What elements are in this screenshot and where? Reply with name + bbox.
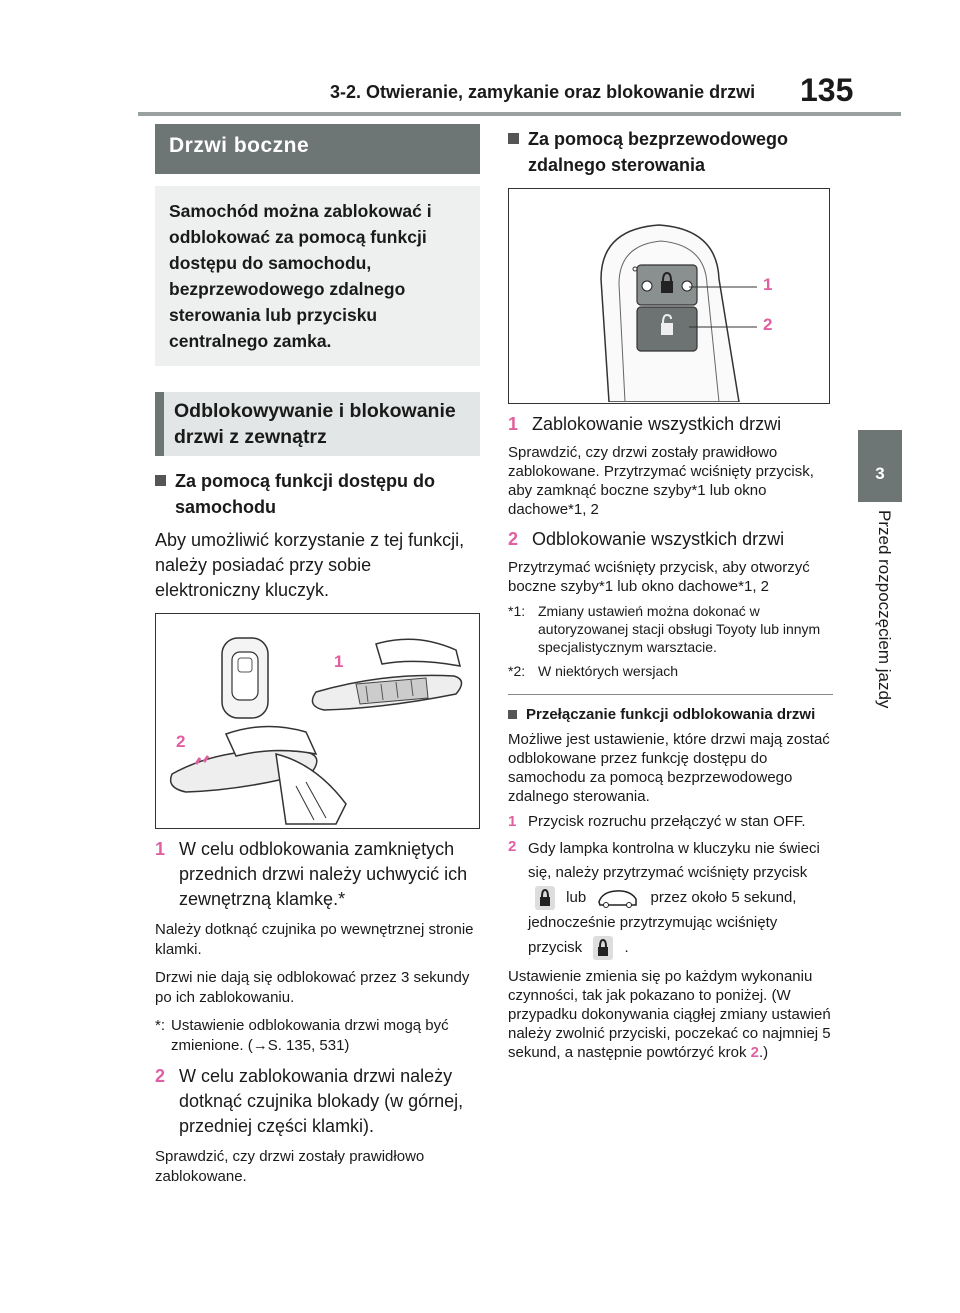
left-column [155,124,480,1187]
step1-asterisk-note [155,1016,480,1056]
step-end: . [624,938,629,956]
step-text-b: przez około 5 sekund, jednocześnie przytrzymując wciśnięty przycisk [528,888,797,956]
step-number: 2 [508,838,517,855]
page-number: 135 [800,72,854,108]
right-column [508,124,833,1062]
section-divider [508,694,833,695]
chapter-label: Przed rozpoczęciem jazdy [875,510,894,709]
square-bullet-icon [508,133,519,144]
footnote-text: W niektórych wersjach [538,663,679,679]
subhead-switching [508,705,833,724]
step2-note: Sprawdzić, czy drzwi zostały prawidłowo zablokowane. [155,1148,425,1185]
step-number: 2 [155,1066,166,1086]
lock-button-icon [592,935,614,961]
footnote-mark: *2: [508,663,526,679]
step-number: 1 [508,813,517,830]
footnote-1 [508,602,833,656]
step1-note-2: Drzwi nie dają się odblokować przez 3 sekundy po ich zablokowaniu. [155,969,470,1006]
step-text: W celu zablokowania drzwi należy dotknąć czujnika blokady (w górnej, przedniej części klamki). [179,1066,464,1136]
item-2 [508,527,833,552]
item-1 [508,412,833,437]
intro-box: Samochód można zablokować i odblokować za pomocą funkcji dostępu do samochodu, bezprzewodowego zdalnego sterowania lub przycisku centralnego zamka. [155,186,480,366]
body-text: Aby umożliwić korzystanie z tej funkcji, należy posiadać przy sobie elektroniczny kluczyk. [155,530,465,600]
step1-note-1: Należy dotknąć czujnika po wewnętrznej stronie klamki. [155,921,474,958]
switch-step-1 [508,812,833,831]
switch-step-2 [508,837,833,961]
section-title: Odblokowywanie i blokowanie drzwi z zewnątrz [155,392,480,456]
figure-callout-2: 2 [763,315,773,334]
running-header: 3-2. Otwieranie, zamykanie oraz blokowanie drzwi [330,82,756,102]
subhead-text: Przełączanie funkcji odblokowania drzwi [526,706,816,723]
closing-body: Ustawienie zmienia się po każdym wykonaniu czynności, tak jak pokazano to poniżej. (W przypadku dokonywania ciągłej zmiany ustawień należy zwolnić przyciski, poczekać co najmniej 5 sekund, a następnie powtórzyć krok [508,968,831,1061]
closing-text [508,967,833,1062]
key-fob-illustration [509,189,828,402]
footnote-mark: *1: [508,603,526,619]
asterisk-text: Ustawienie odblokowania drzwi mogą być zmienione. (→S. 135, 531) [171,1017,449,1054]
chapter-tab: 3 [858,430,902,502]
key-fob-figure [508,188,830,404]
step-text: Przycisk rozruchu przełączyć w stan OFF. [528,813,806,830]
square-bullet-icon [508,710,517,719]
step-text-a: Gdy lampka kontrolna w kluczyku nie świeci się, należy przytrzymać wciśnięty przycisk [528,840,820,881]
step-2 [155,1064,480,1139]
step-number: 1 [155,839,166,859]
section-band: Drzwi boczne [155,124,480,174]
lock-button-icon [534,885,556,911]
figure-callout-1: 1 [763,275,773,294]
figure-callout-1: 1 [334,652,344,671]
subhead-entry [155,468,480,520]
subhead-remote [508,126,833,178]
square-bullet-icon [155,475,166,486]
or-text: lub [566,888,587,906]
item-number: 1 [508,414,519,434]
closing-step-ref: 2 [750,1044,759,1061]
subhead-text: Za pomocą funkcji dostępu do samochodu [175,471,436,517]
subhead-text: Za pomocą bezprzewodowego zdalnego sterowania [528,129,789,175]
step-1 [155,837,480,912]
car-button-icon [596,887,640,909]
header-rule [138,112,901,116]
item-number: 2 [508,529,519,549]
asterisk-mark: *: [155,1017,166,1034]
closing-end: .) [758,1044,769,1061]
door-handle-illustration [156,614,478,827]
item2-note: Przytrzymać wciśnięty przycisk, aby otworzyć boczne szyby*1 lub okno dachowe*1, 2 [508,559,810,595]
switching-body: Możliwe jest ustawienie, które drzwi mają zostać odblokowane przez funkcję dostępu do samochodu za pomocą bezprzewodowego zdalnego sterowania. [508,731,830,805]
footnote-2 [508,662,833,680]
footnote-text: Zmiany ustawień można dokonać w autoryzowanej stacji obsługi Toyoty lub innym specjalistycznym warsztacie. [538,603,821,655]
figure-callout-2: 2 [176,732,186,751]
step-text: W celu odblokowania zamkniętych przednich drzwi należy uchwycić ich zewnętrzną klamkę.* [179,839,468,909]
item1-note: Sprawdzić, czy drzwi zostały prawidłowo zablokowane. Przytrzymać wciśnięty przycisk, aby zamknąć boczne szyby*1 lub okno dachowe*1, 2 [508,444,814,518]
item-text: Odblokowanie wszystkich drzwi [532,529,785,549]
door-handle-figure [155,613,480,829]
item-text: Zablokowanie wszystkich drzwi [532,414,782,434]
